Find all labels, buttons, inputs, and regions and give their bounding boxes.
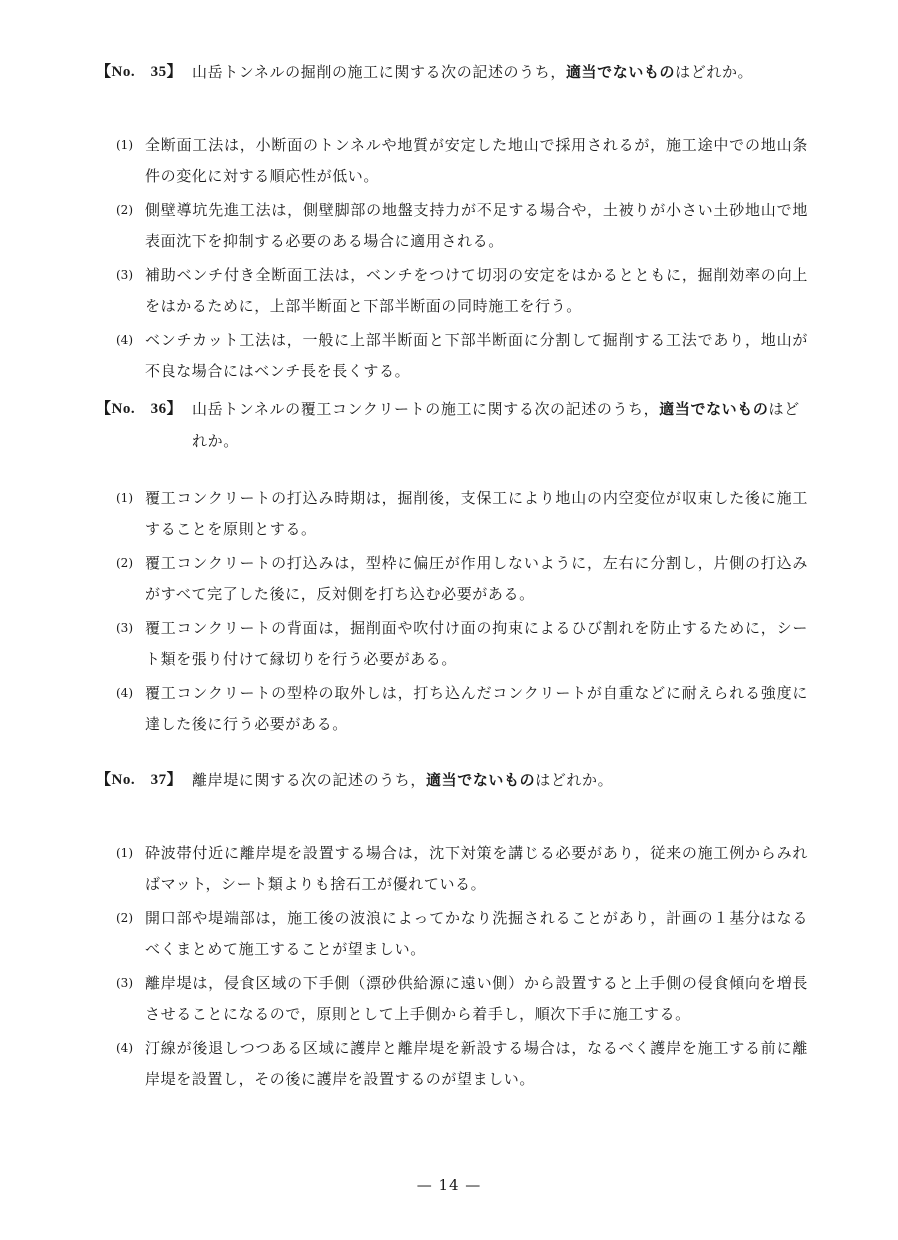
option-number: (2)	[116, 911, 133, 925]
question-number: 【No. 36】	[96, 401, 183, 417]
question-stem	[192, 56, 808, 88]
option-text: 砕波帯付近に離岸堤を設置する場合は，沈下対策を講じる必要があり，従来の施工例からみればマット，シート類よりも捨石工が優れている。	[145, 844, 808, 893]
option-item	[96, 903, 808, 965]
question-stem	[192, 393, 808, 457]
question-number: 【No. 37】	[96, 772, 183, 788]
option-text: 側壁導坑先進工法は，側壁脚部の地盤支持力が不足する場合や，土被りが小さい土砂地山で地表面沈下を抑制する必要のある場合に適用される。	[145, 201, 808, 250]
option-number: (1)	[116, 491, 133, 505]
option-text: ベンチカット工法は，一般に上部半断面と下部半断面に分割して掘削する工法であり，地山が不良な場合にはベンチ長を長くする。	[145, 331, 808, 380]
question-stem-emphasis: 適当でないもの	[565, 63, 676, 81]
option-number: (2)	[116, 556, 133, 570]
option-text: 開口部や堤端部は，施工後の波浪によってかなり洗掘されることがあり，計画の１基分はなるべくまとめて施工することが望ましい。	[145, 909, 808, 958]
question-stem-text: 離岸堤に関する次の記述のうち，	[192, 771, 427, 789]
option-text: 覆工コンクリートの背面は，掘削面や吹付け面の拘束によるひび割れを防止するために，シート類を張り付けて縁切りを行う必要がある。	[145, 619, 808, 668]
option-number: (3)	[116, 268, 133, 282]
option-text: 覆工コンクリートの打込みは，型枠に偏圧が作用しないように，左右に分割し，片側の打込みがすべて完了した後に，反対側を打ち込む必要がある。	[145, 554, 808, 603]
question-stem-emphasis: 適当でないもの	[426, 771, 536, 789]
option-text: 覆工コンクリートの型枠の取外しは，打ち込んだコンクリートが自重などに耐えられる強度に達した後に行う必要がある。	[145, 684, 808, 733]
option-item	[96, 678, 808, 740]
option-number: (3)	[116, 621, 133, 635]
option-item	[96, 260, 808, 322]
question-35	[96, 56, 808, 390]
option-item	[96, 968, 808, 1030]
option-item	[96, 483, 808, 545]
option-text: 離岸堤は，侵食区域の下手側（漂砂供給源に遠い側）から設置すると上手側の侵食傾向を増長させることになるので，原則として上手側から着手し，順次下手に施工する。	[145, 974, 808, 1023]
option-number: (4)	[116, 333, 133, 347]
option-number: (2)	[116, 203, 133, 217]
question-stem-text: 山岳トンネルの掘削の施工に関する次の記述のうち，	[192, 63, 566, 81]
option-item	[96, 195, 808, 257]
option-number: (3)	[116, 976, 133, 990]
option-item	[96, 1033, 808, 1095]
option-item	[96, 130, 808, 192]
option-list	[96, 483, 808, 740]
question-stem	[192, 764, 808, 796]
option-number: (1)	[116, 846, 133, 860]
option-item	[96, 613, 808, 675]
question-36	[96, 393, 808, 743]
option-text: 全断面工法は，小断面のトンネルや地質が安定した地山で採用されるが，施工途中での地山条件の変化に対する順応性が低い。	[145, 136, 808, 185]
question-number: 【No. 35】	[96, 64, 183, 80]
option-text: 汀線が後退しつつある区域に護岸と離岸堤を新設する場合は，なるべく護岸を施工する前に離岸堤を設置し，その後に護岸を設置するのが望ましい。	[145, 1039, 808, 1088]
option-list	[96, 838, 808, 1095]
question-header	[96, 56, 808, 88]
question-stem-tail: はどれか。	[192, 400, 800, 450]
page-number: — 14 —	[416, 1176, 482, 1194]
question-stem-tail: はどれか。	[535, 771, 614, 789]
question-stem-emphasis: 適当でないもの	[659, 400, 769, 418]
question-stem-text: 山岳トンネルの覆工コンクリートの施工に関する次の記述のうち，	[192, 400, 660, 418]
question-37	[96, 764, 808, 1098]
option-text: 覆工コンクリートの打込み時期は，掘削後，支保工により地山の内空変位が収束した後に施工することを原則とする。	[145, 489, 808, 538]
option-number: (4)	[116, 1041, 133, 1055]
option-item	[96, 838, 808, 900]
option-number: (1)	[116, 138, 133, 152]
option-item	[96, 325, 808, 387]
question-header	[96, 393, 808, 457]
option-number: (4)	[116, 686, 133, 700]
question-header	[96, 764, 808, 796]
option-list	[96, 130, 808, 387]
question-stem-tail: はどれか。	[675, 63, 754, 81]
option-item	[96, 548, 808, 610]
option-text: 補助ベンチ付き全断面工法は，ベンチをつけて切羽の安定をはかるとともに，掘削効率の向上をはかるために，上部半断面と下部半断面の同時施工を行う。	[145, 266, 808, 315]
